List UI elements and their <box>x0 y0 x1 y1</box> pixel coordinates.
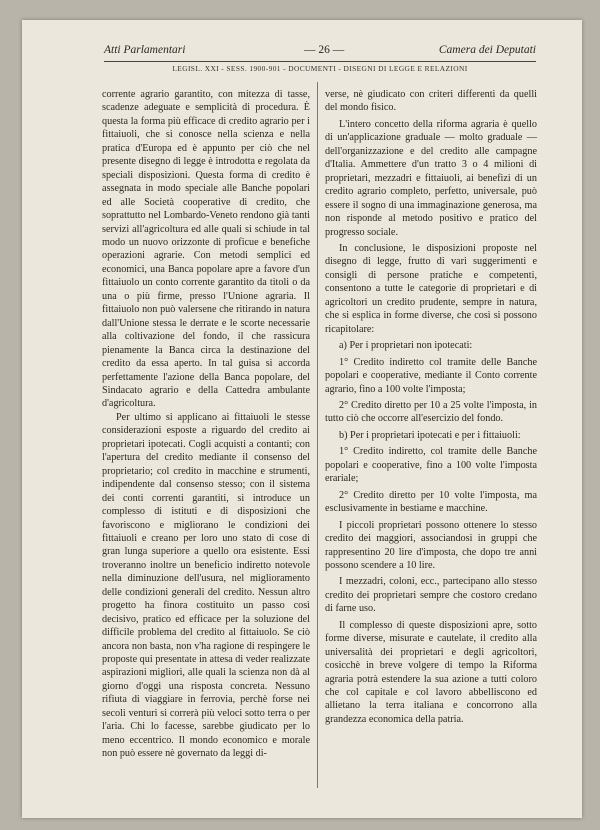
paragraph: L'intero concetto della riforma agraria è quello di un'applicazione graduale — molto graduale — dell'organizzazione e del credito alle campagne d'Italia. Ammettere d'un tratto 3 o 4 milioni di proprietari, mezzadri e fittaiuoli, ai benefizi di un credito agrario completo, perfetto, universale, può essere il sogno di una immaginazione generosa, ma non risponde al metodo positivo e pratico del progresso sociale. <box>325 118 537 238</box>
paragraph: corrente agrario garantito, con mitezza di tasse, scadenze adeguate e semplicità di procedura. È questa la forma più efficace di credito agrario per i fittaiuoli, che si conosce nella scienza e nella pratica d'Europa ed è appunto per ciò che nel presente disegno di legge è introdotta e regolata da speciali disposizioni. Questa forma di credito è assegnata in modo speciale alle Banche popolari ed alle Società cooperative di credito, che soprattutto nel Lombardo-Veneto rendono già tanti servizi all'agricoltura ed alle quali si schiude in tal modo un nuovo orizzonte di proficue e benefiche operazioni agrarie. Con metodi semplici ed economici, una Banca popolare apre a favore d'un fittaiuolo un conto corrente garantito da titoli o da una o più firme, presso l'Unione agraria. Il fittaiuolo non può valersene che ritirando in natura dall'Unione stessa le derrate e le scorte necessarie alla coltivazione del fondo, il che rassicura pienamente la Banca circa la destinazione del credito da essa aperto. In tal guisa si accorda perfettamente l'azione della Banca popolare, del Sindacato agrario e della Cattedra ambulante d'agricoltura. <box>102 89 310 410</box>
header-right: Camera dei Deputati <box>438 44 536 56</box>
paragraph: In conclusione, le disposizioni proposte nel disegno di legge, frutto di vari suggerimenti e consigli di persone pratiche e competenti, consentono a tutte le categorie di proprietari e di agricoltori un credito prudente, sempre in natura, che si esplica in forme diverse, che così si possono ricapitolare: <box>325 242 537 335</box>
column-divider <box>317 82 318 788</box>
paragraph: Per ultimo si applicano ai fittaiuoli le stesse considerazioni esposte a riguardo del credito ai proprietari ipotecati. Cogli acquisti a contanti; con l'apertura del credito mediante il consenso del proprietario; col credito in macchine e strumenti, indipendente dal consenso stesso; con il sistema dei conti correnti garantiti, si introduce un complesso di istituti e di disposizioni che favoriscono e migliorano le condizioni dei fittaiuoli e creano per loro uno stato di cose di gran lunga superiore a quello ora esistente. Essi troveranno inoltre un beneficio indiretto notevole nella diminuzione dell'usura, nel miglioramento delle condizioni generali del credito. Nessun altro progetto ha finora costituito un passo così decisivo, pratico ed efficace per la soluzione del difficile problema del credito al fittaiuolo. Se ciò ancora non basta, non v'ha ragione di respingere le proposte qui presentate in attesa di veder realizzate aspirazioni migliori, alle quali la scienza non dà al giorno d'oggi una risposta concreta. Nessuno rifiuta di viaggiare in ferrovia, perchè forse nei secoli venturi si correrà più veloci sotto terra o per l'aria. Chi lo facesse, sarebbe giudicato per lo meno eccentrico. Il mondo economico e morale non può essere nè governato da leggi di- <box>102 411 310 760</box>
left-column <box>102 88 310 788</box>
running-header <box>104 44 536 62</box>
list-item: 2° Credito diretto per 10 volte l'imposta, ma esclusivamente in bestiame e macchine. <box>325 489 537 515</box>
header-rule <box>104 61 536 62</box>
right-column <box>325 88 537 788</box>
list-item: 2° Credito diretto per 10 a 25 volte l'imposta, in tutto ciò che occorre all'esercizio del fondo. <box>325 399 537 425</box>
header-left: Atti Parlamentari <box>104 44 186 56</box>
document-page <box>22 20 582 818</box>
page-number: — 26 — <box>304 44 345 56</box>
subheader: LEGISL. XXI - SESS. 1900-901 - DOCUMENTI - DISEGNI DI LEGGE E RELAZIONI <box>172 64 468 73</box>
list-item: 1° Credito indiretto, col tramite delle Banche popolari e cooperative, fino a 100 volte l'imposta erariale; <box>325 446 537 485</box>
list-heading: a) Per i proprietari non ipotecati: <box>339 340 473 352</box>
list-item: 1° Credito indiretto col tramite delle Banche popolari e cooperative, mediante il Conto corrente agrario, fino a 100 volte l'imposta; <box>325 356 537 395</box>
paragraph: Il complesso di queste disposizioni apre, sotto forme diverse, misurate e cautelate, il credito alla universalità dei proprietari e degli agricoltori, cosicchè in breve volgere di tempo la Riforma agraria potrà estendere la sua azione a tutti coloro che col capitale e col lavoro abbelliscono ed allietano la terra italiana e concorrono alla grandezza economica della patria. <box>325 619 537 725</box>
list-heading: b) Per i proprietari ipotecati e per i fittaiuoli: <box>339 429 521 441</box>
paragraph: verse, nè giudicato con criteri differenti da quelli del mondo fisico. <box>325 89 537 114</box>
paragraph: I piccoli proprietari possono ottenere lo stesso credito dei maggiori, associandosi in gruppi che rappresentino 20 lire d'imposta, che dopo tre anni possono scendere a 10 lire. <box>325 519 537 571</box>
paragraph: I mezzadri, coloni, ecc., partecipano allo stesso credito dei proprietari sempre che costoro credano di farne uso. <box>325 576 537 615</box>
